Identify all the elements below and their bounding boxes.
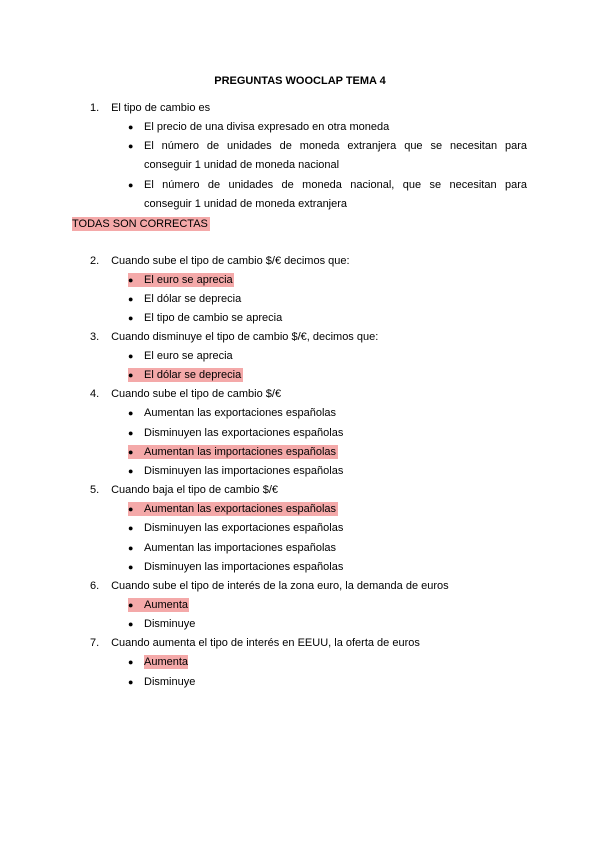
option-text: Disminuye bbox=[144, 618, 196, 630]
option-text: Aumentan las importaciones españolas bbox=[144, 542, 337, 554]
question-5 bbox=[90, 483, 278, 497]
option-text: Disminuyen las importaciones españolas bbox=[144, 561, 344, 573]
option-text: Disminuyen las exportaciones españolas bbox=[144, 522, 344, 534]
option-text: Disminuyen las importaciones españolas bbox=[144, 465, 344, 477]
bullet-icon: ● bbox=[128, 122, 134, 132]
question-7 bbox=[90, 636, 420, 650]
option-text: Disminuyen las exportaciones españolas bbox=[144, 427, 344, 439]
bullet-icon: ● bbox=[128, 313, 134, 323]
question-text: Cuando sube el tipo de interés de la zona euro, la demanda de euros bbox=[111, 580, 449, 592]
question-3 bbox=[90, 330, 378, 344]
bullet-icon: ● bbox=[128, 180, 134, 190]
question-number: 7. bbox=[90, 637, 100, 649]
question-number: 3. bbox=[90, 331, 100, 343]
bullet-icon: ● bbox=[128, 523, 134, 533]
question-text: Cuando aumenta el tipo de interés en EEUU, la oferta de euros bbox=[111, 637, 420, 649]
list-item-highlighted bbox=[128, 598, 189, 612]
bullet-icon: ● bbox=[128, 351, 134, 361]
list-item-highlighted bbox=[128, 502, 338, 516]
bullet-icon: ● bbox=[128, 562, 134, 572]
bullet-icon: ● bbox=[128, 543, 134, 553]
question-text: Cuando baja el tipo de cambio $/€ bbox=[111, 484, 279, 496]
list-item-highlighted bbox=[128, 368, 243, 382]
option-text-highlighted: Aumenta bbox=[144, 656, 189, 668]
bullet-icon: ● bbox=[128, 619, 134, 629]
bullet-icon: ● bbox=[128, 141, 134, 151]
option-text-line: conseguir 1 unidad de moneda extranjera bbox=[144, 198, 348, 210]
question-1 bbox=[90, 101, 210, 115]
bullet-icon: ● bbox=[128, 294, 134, 304]
bullet-icon: ● bbox=[128, 408, 134, 418]
option-text: El dólar se deprecia bbox=[144, 369, 242, 381]
question-number: 4. bbox=[90, 388, 100, 400]
option-text: Aumentan las exportaciones españolas bbox=[144, 503, 337, 515]
question-4 bbox=[90, 387, 281, 401]
option-text-line: El número de unidades de moneda nacional, que se necesitan para bbox=[144, 179, 527, 191]
answer-note: TODAS SON CORRECTAS bbox=[72, 218, 208, 230]
option-text-line: conseguir 1 unidad de moneda nacional bbox=[144, 159, 340, 171]
bullet-icon: ● bbox=[128, 598, 142, 612]
option-text: El euro se aprecia bbox=[144, 350, 233, 362]
bullet-icon: ● bbox=[128, 657, 134, 667]
question-6 bbox=[90, 579, 449, 593]
option-text: El tipo de cambio se aprecia bbox=[144, 312, 283, 324]
question-text: El tipo de cambio es bbox=[111, 102, 211, 114]
question-text: Cuando disminuye el tipo de cambio $/€, decimos que: bbox=[111, 331, 379, 343]
list-item-highlighted bbox=[128, 445, 338, 459]
bullet-icon: ● bbox=[128, 502, 142, 516]
option-text: Disminuye bbox=[144, 676, 196, 688]
bullet-icon: ● bbox=[128, 445, 142, 459]
bullet-icon: ● bbox=[128, 368, 142, 382]
question-number: 1. bbox=[90, 102, 100, 114]
option-text: Aumenta bbox=[144, 599, 189, 611]
option-text: El precio de una divisa expresado en otra moneda bbox=[144, 121, 390, 133]
question-2 bbox=[90, 254, 350, 268]
list-item-highlighted bbox=[128, 273, 234, 287]
question-text: Cuando sube el tipo de cambio $/€ bbox=[111, 388, 282, 400]
option-text-line: El número de unidades de moneda extranjera que se necesitan para bbox=[144, 140, 527, 152]
question-text: Cuando sube el tipo de cambio $/€ decimos que: bbox=[111, 255, 350, 267]
bullet-icon: ● bbox=[128, 466, 134, 476]
bullet-icon: ● bbox=[128, 273, 142, 287]
question-number: 6. bbox=[90, 580, 100, 592]
question-number: 5. bbox=[90, 484, 100, 496]
bullet-icon: ● bbox=[128, 428, 134, 438]
document-title: PREGUNTAS WOOCLAP TEMA 4 bbox=[214, 75, 386, 87]
bullet-icon: ● bbox=[128, 677, 134, 687]
option-text: El euro se aprecia bbox=[144, 274, 233, 286]
question-number: 2. bbox=[90, 255, 100, 267]
option-text: El dólar se deprecia bbox=[144, 293, 242, 305]
option-text: Aumentan las importaciones españolas bbox=[144, 446, 337, 458]
option-text: Aumentan las exportaciones españolas bbox=[144, 407, 337, 419]
